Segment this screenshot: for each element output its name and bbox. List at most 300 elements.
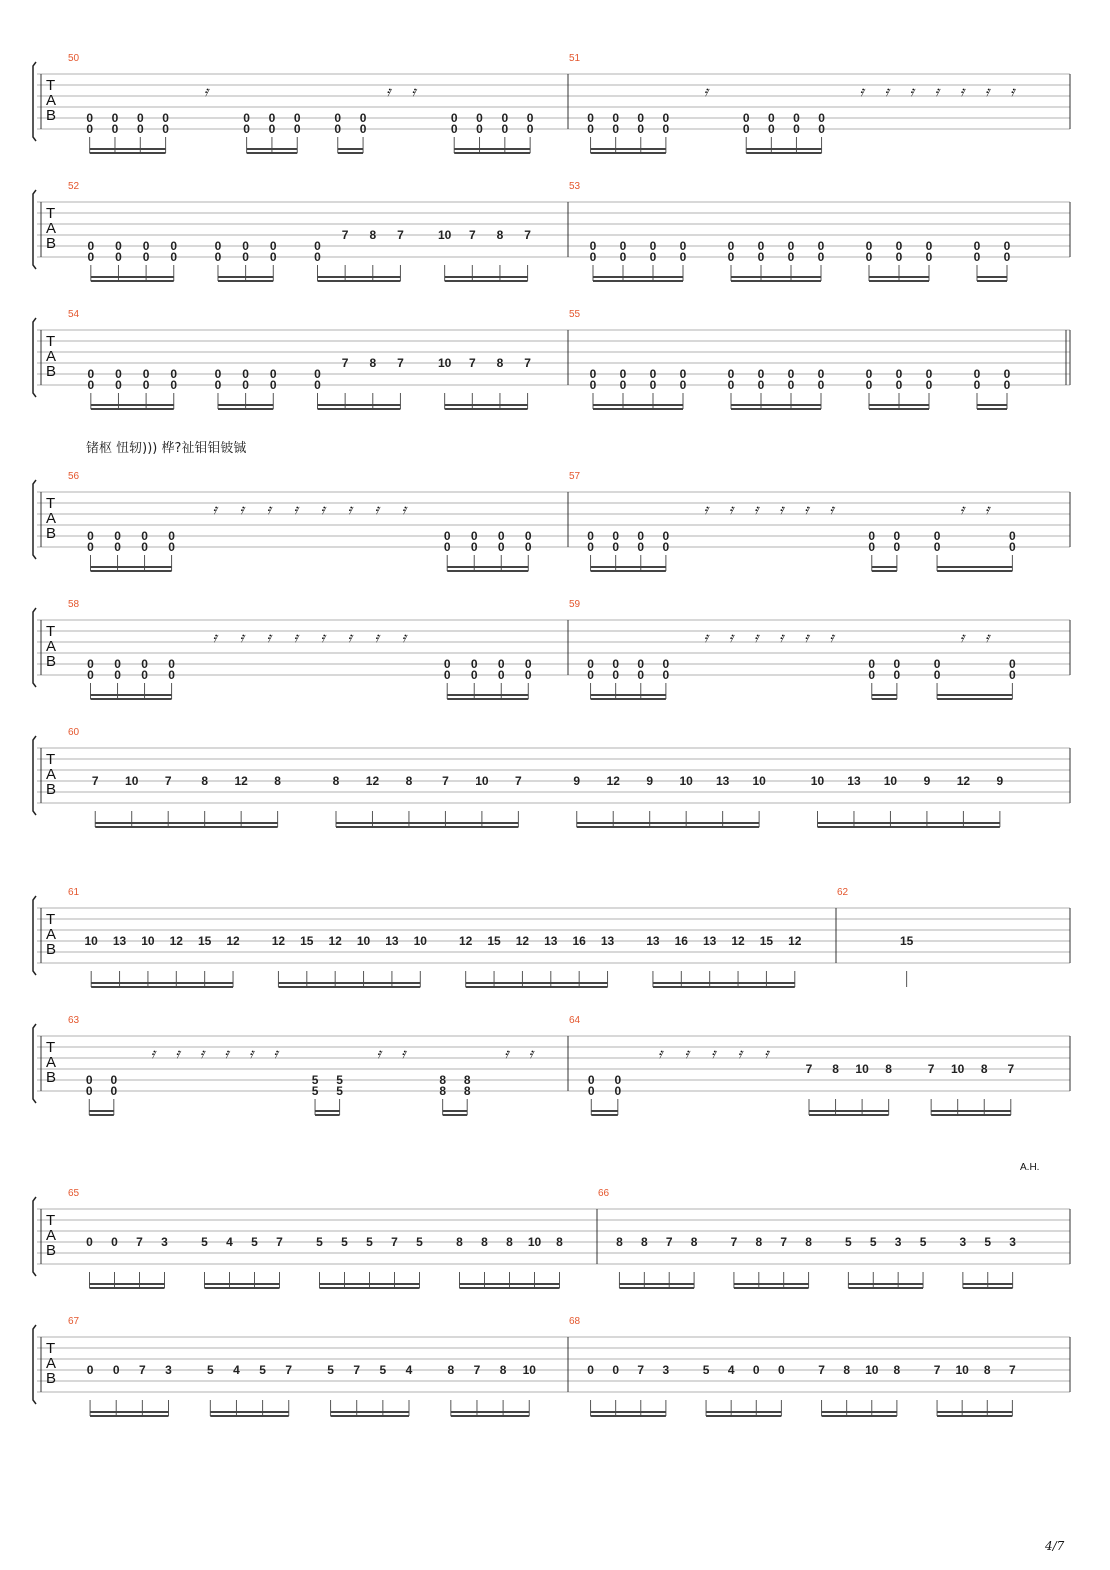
fret-number: 0	[141, 529, 148, 543]
fret-number: 0	[168, 529, 175, 543]
fret-number: 0	[587, 1363, 594, 1377]
fret-number: 0	[752, 1363, 760, 1377]
fret-number: 8	[274, 774, 281, 788]
tab-clef-letter: B	[46, 1242, 57, 1259]
sixteenth-rest: 𝄿	[386, 84, 391, 100]
sixteenth-rest: 𝄿	[374, 630, 380, 646]
sixteenth-rest: 𝄿	[293, 502, 299, 518]
sixteenth-rest: 𝄿	[411, 84, 416, 100]
fret-number: 10	[125, 774, 139, 788]
fret-number: 0	[619, 250, 627, 264]
fret-number: 0	[679, 367, 687, 381]
fret-number: 0	[895, 250, 903, 264]
fret-number: 0	[589, 378, 597, 392]
fret-number: 0	[865, 239, 873, 253]
fret-number: 7	[524, 356, 531, 370]
fret-number: 8	[201, 774, 209, 788]
fret-number: 15	[759, 934, 774, 948]
fret-number: 0	[214, 378, 222, 392]
tab-system	[33, 1316, 1070, 1416]
fret-number: 0	[111, 111, 119, 125]
fret-number: 0	[141, 540, 148, 554]
system-bracket	[33, 1197, 36, 1276]
tab-clef-letter: T	[46, 77, 56, 94]
fret-number: 7	[139, 1363, 146, 1377]
fret-number: 0	[587, 657, 594, 671]
fret-number: 10	[810, 774, 825, 788]
fret-number: 12	[956, 774, 971, 788]
sixteenth-rest: 𝄿	[320, 630, 326, 646]
measure-number: 65	[68, 1188, 80, 1199]
sixteenth-rest: 𝄿	[960, 502, 965, 518]
fret-number: 0	[973, 367, 981, 381]
fret-number: 0	[359, 122, 367, 136]
fret-number: 0	[895, 239, 903, 253]
fret-number: 13	[847, 774, 861, 788]
fret-number: 0	[787, 378, 795, 392]
sixteenth-rest: 𝄿	[859, 84, 864, 100]
fret-number: 5	[259, 1363, 266, 1377]
fret-number: 5	[845, 1235, 852, 1249]
fret-number: 0	[612, 122, 620, 136]
fret-number: 10	[883, 774, 898, 788]
measure-number: 52	[68, 181, 80, 192]
fret-number: 0	[85, 1073, 93, 1087]
fret-number: 0	[587, 1084, 595, 1098]
fret-number: 0	[86, 111, 94, 125]
fret-number: 8	[499, 1363, 507, 1377]
tab-system	[33, 727, 1070, 827]
fret-number: 0	[476, 111, 483, 125]
system-bracket	[33, 608, 36, 687]
fret-number: 0	[649, 378, 657, 392]
fret-number: 0	[501, 111, 509, 125]
measure-number: 60	[68, 727, 80, 738]
fret-number: 8	[893, 1363, 901, 1377]
fret-number: 12	[271, 934, 286, 948]
fret-number: 5	[311, 1073, 319, 1087]
fret-number: 0	[111, 1235, 118, 1249]
sixteenth-rest: 𝄿	[779, 630, 784, 646]
fret-number: 0	[1009, 540, 1016, 554]
fret-number: 8	[640, 1235, 648, 1249]
fret-number: 0	[85, 1084, 93, 1098]
fret-number: 7	[473, 1363, 481, 1377]
measure-number: 66	[598, 1188, 610, 1199]
tab-system	[33, 309, 1070, 409]
fret-number: 12	[365, 774, 380, 788]
fret-number: 0	[649, 250, 657, 264]
fret-number: 0	[1003, 250, 1011, 264]
fret-number: 0	[293, 122, 301, 136]
fret-number: 0	[925, 250, 933, 264]
fret-number: 0	[214, 239, 222, 253]
fret-number: 13	[702, 934, 717, 948]
fret-number: 0	[1003, 378, 1011, 392]
fret-number: 0	[933, 668, 941, 682]
fret-number: 12	[234, 774, 248, 788]
fret-number: 0	[114, 657, 121, 671]
fret-number: 0	[214, 367, 222, 381]
fret-number: 8	[843, 1363, 851, 1377]
fret-number: 0	[470, 657, 478, 671]
fret-number: 8	[439, 1073, 447, 1087]
fret-number: 8	[755, 1235, 763, 1249]
sixteenth-rest: 𝄿	[960, 630, 965, 646]
fret-number: 7	[276, 1235, 283, 1249]
fret-number: 0	[587, 668, 594, 682]
fret-number: 0	[619, 367, 627, 381]
sixteenth-rest: 𝄿	[273, 1046, 278, 1062]
fret-number: 15	[197, 934, 212, 948]
fret-number: 0	[637, 111, 645, 125]
fret-number: 0	[818, 122, 825, 136]
fret-number: 0	[112, 1363, 120, 1377]
fret-number: 0	[87, 378, 95, 392]
fret-number: 0	[443, 668, 451, 682]
system-bracket	[33, 318, 36, 397]
fret-number: 0	[359, 111, 367, 125]
fret-number: 0	[170, 250, 178, 264]
fret-number: 13	[385, 934, 399, 948]
fret-number: 0	[587, 1073, 595, 1087]
sixteenth-rest: 𝄿	[401, 1046, 406, 1062]
fret-number: 3	[662, 1363, 670, 1377]
fret-number: 0	[893, 529, 901, 543]
fret-number: 0	[787, 239, 795, 253]
fret-number: 0	[243, 122, 250, 136]
fret-number: 13	[544, 934, 558, 948]
fret-number: 0	[925, 239, 933, 253]
tab-clef-letter: B	[46, 941, 57, 958]
fret-number: 16	[572, 934, 586, 948]
fret-number: 0	[727, 239, 735, 253]
fret-number: 8	[439, 1084, 447, 1098]
fret-number: 0	[662, 529, 670, 543]
fret-number: 0	[612, 1363, 620, 1377]
fret-number: 0	[637, 540, 645, 554]
measure-number: 67	[68, 1316, 80, 1327]
fret-number: 0	[757, 367, 765, 381]
sixteenth-rest: 𝄿	[737, 1046, 743, 1062]
page-number: 4/7	[1045, 1539, 1065, 1553]
fret-number: 0	[1009, 657, 1016, 671]
fret-number: 0	[470, 540, 478, 554]
fret-number: 7	[730, 1235, 738, 1249]
fret-number: 0	[679, 239, 687, 253]
fret-number: 0	[727, 250, 735, 264]
fret-number: 0	[242, 250, 249, 264]
fret-number: 0	[868, 668, 876, 682]
artificial-harmonic-label: A.H.	[1020, 1162, 1040, 1173]
fret-number: 0	[497, 657, 505, 671]
fret-number: 0	[524, 540, 532, 554]
fret-number: 0	[87, 367, 95, 381]
fret-number: 0	[524, 657, 532, 671]
fret-number: 0	[637, 122, 645, 136]
tab-system	[33, 599, 1070, 699]
sixteenth-rest: 𝄿	[985, 630, 990, 646]
fret-number: 0	[87, 668, 94, 682]
fret-number: 0	[168, 657, 175, 671]
fret-number: 5	[869, 1235, 877, 1249]
measure-number: 51	[569, 53, 581, 64]
sixteenth-rest: 𝄿	[239, 502, 244, 518]
tab-system	[33, 53, 1070, 153]
sixteenth-rest: 𝄿	[804, 630, 809, 646]
fret-number: 8	[690, 1235, 698, 1249]
fret-number: 7	[665, 1235, 673, 1249]
fret-number: 4	[405, 1363, 413, 1377]
fret-number: 0	[817, 250, 825, 264]
sixteenth-rest: 𝄿	[779, 502, 784, 518]
fret-number: 0	[450, 111, 458, 125]
fret-number: 0	[86, 1235, 93, 1249]
measure-number: 58	[68, 599, 80, 610]
fret-number: 8	[496, 228, 504, 242]
sixteenth-rest: 𝄿	[1010, 84, 1015, 100]
tab-clef-letter: A	[46, 1054, 57, 1071]
tab-clef-letter: B	[46, 525, 57, 542]
tab-clef-letter: B	[46, 653, 57, 670]
fret-number: 0	[111, 122, 119, 136]
fret-number: 0	[242, 239, 249, 253]
fret-number: 8	[832, 1062, 839, 1076]
fret-number: 9	[573, 774, 581, 788]
fret-number: 10	[356, 934, 371, 948]
fret-number: 0	[314, 250, 321, 264]
fret-number: 0	[587, 529, 594, 543]
fret-number: 0	[893, 540, 901, 554]
fret-number: 15	[899, 934, 914, 948]
fret-number: 7	[515, 774, 522, 788]
fret-number: 0	[115, 239, 122, 253]
tab-system	[33, 181, 1070, 281]
tab-systems	[33, 53, 1070, 1416]
measure-number: 50	[68, 53, 80, 64]
fret-number: 7	[442, 774, 449, 788]
fret-number: 10	[951, 1062, 965, 1076]
tab-clef-letter: B	[46, 781, 57, 798]
fret-number: 0	[589, 367, 597, 381]
fret-number: 0	[162, 122, 169, 136]
fret-number: 0	[142, 367, 150, 381]
sixteenth-rest: 𝄿	[934, 84, 940, 100]
fret-number: 8	[456, 1235, 463, 1249]
sixteenth-rest: 𝄿	[150, 1046, 156, 1062]
fret-number: 0	[269, 367, 277, 381]
fret-number: 0	[443, 657, 451, 671]
sixteenth-rest: 𝄿	[658, 1046, 663, 1062]
sixteenth-rest: 𝄿	[266, 502, 272, 518]
fret-number: 10	[413, 934, 427, 948]
fret-number: 0	[243, 111, 250, 125]
measure-number: 63	[68, 1015, 80, 1026]
fret-number: 0	[87, 529, 94, 543]
fret-number: 7	[341, 356, 349, 370]
fret-number: 0	[818, 111, 825, 125]
fret-number: 0	[168, 540, 175, 554]
fret-number: 0	[893, 657, 901, 671]
sixteenth-rest: 𝄿	[200, 1046, 205, 1062]
fret-number: 0	[443, 540, 451, 554]
system-bracket	[33, 1325, 36, 1404]
tab-clef-letter: T	[46, 1039, 56, 1056]
fret-number: 15	[300, 934, 314, 948]
fret-number: 0	[136, 122, 144, 136]
fret-number: 5	[336, 1084, 343, 1098]
sixteenth-rest: 𝄿	[703, 84, 709, 100]
fret-number: 0	[637, 529, 645, 543]
fret-number: 0	[757, 250, 765, 264]
fret-number: 12	[169, 934, 183, 948]
fret-number: 0	[141, 668, 148, 682]
fret-number: 7	[285, 1363, 293, 1377]
tab-system	[33, 471, 1070, 571]
fret-number: 0	[933, 540, 941, 554]
fret-number: 0	[767, 122, 775, 136]
fret-number: 0	[170, 367, 178, 381]
fret-number: 5	[311, 1084, 319, 1098]
sixteenth-rest: 𝄿	[401, 502, 407, 518]
fret-number: 10	[437, 356, 452, 370]
fret-number: 0	[619, 239, 627, 253]
fret-number: 0	[925, 378, 933, 392]
sixteenth-rest: 𝄿	[266, 630, 272, 646]
fret-number: 0	[497, 540, 505, 554]
fret-number: 0	[614, 1073, 622, 1087]
fret-number: 3	[959, 1235, 967, 1249]
fret-number: 0	[115, 378, 122, 392]
fret-number: 12	[606, 774, 620, 788]
fret-number: 5	[201, 1235, 208, 1249]
fret-number: 7	[391, 1235, 398, 1249]
fret-number: 0	[649, 367, 657, 381]
fret-number: 0	[443, 529, 451, 543]
fret-number: 0	[470, 668, 478, 682]
fret-number: 4	[233, 1363, 240, 1377]
fret-number: 5	[206, 1363, 214, 1377]
fret-number: 0	[334, 122, 342, 136]
system-bracket	[33, 62, 36, 141]
fret-number: 0	[662, 668, 670, 682]
fret-number: 5	[327, 1363, 334, 1377]
fret-number: 4	[727, 1363, 735, 1377]
tab-clef-letter: A	[46, 1355, 57, 1372]
fret-number: 8	[447, 1363, 455, 1377]
fret-number: 0	[778, 1363, 785, 1377]
fret-number: 5	[416, 1235, 423, 1249]
fret-number: 0	[679, 378, 687, 392]
fret-number: 0	[868, 529, 876, 543]
fret-number: 10	[141, 934, 155, 948]
fret-number: 0	[589, 250, 597, 264]
fret-number: 0	[865, 367, 873, 381]
sixteenth-rest: 𝄿	[374, 502, 380, 518]
sixteenth-rest: 𝄿	[239, 630, 244, 646]
fret-number: 8	[616, 1235, 623, 1249]
fret-number: 0	[612, 540, 620, 554]
fret-number: 8	[481, 1235, 488, 1249]
fret-number: 8	[885, 1062, 892, 1076]
sixteenth-rest: 𝄿	[212, 630, 217, 646]
fret-number: 7	[927, 1062, 935, 1076]
sixteenth-rest: 𝄿	[249, 1046, 254, 1062]
fret-number: 0	[450, 122, 458, 136]
fret-number: 0	[649, 239, 657, 253]
fret-number: 4	[226, 1235, 233, 1249]
fret-number: 0	[1003, 367, 1011, 381]
sixteenth-rest: 𝄿	[754, 502, 759, 518]
fret-number: 0	[727, 367, 735, 381]
fret-number: 12	[459, 934, 473, 948]
sixteenth-rest: 𝄿	[401, 630, 407, 646]
tab-clef-letter: A	[46, 926, 57, 943]
fret-number: 10	[475, 774, 489, 788]
fret-number: 5	[702, 1363, 710, 1377]
fret-number: 5	[379, 1363, 387, 1377]
fret-number: 0	[114, 529, 121, 543]
fret-number: 0	[893, 668, 901, 682]
sixteenth-rest: 𝄿	[703, 502, 709, 518]
fret-number: 5	[336, 1073, 343, 1087]
fret-number: 12	[788, 934, 802, 948]
measure-number: 54	[68, 309, 80, 320]
fret-number: 0	[973, 239, 981, 253]
fret-number: 8	[463, 1084, 471, 1098]
fret-number: 0	[817, 239, 825, 253]
fret-number: 0	[524, 668, 532, 682]
fret-number: 0	[612, 529, 620, 543]
fret-number: 15	[487, 934, 501, 948]
fret-number: 0	[526, 111, 534, 125]
sixteenth-rest: 𝄿	[347, 630, 353, 646]
fret-number: 7	[818, 1363, 825, 1377]
tab-clef-letter: B	[46, 235, 57, 252]
fret-number: 8	[369, 356, 377, 370]
fret-number: 0	[895, 378, 903, 392]
fret-number: 0	[168, 668, 175, 682]
fret-number: 0	[87, 239, 95, 253]
fret-number: 0	[170, 239, 178, 253]
fret-number: 0	[142, 378, 150, 392]
fret-number: 0	[269, 250, 277, 264]
fret-number: 12	[328, 934, 342, 948]
tab-clef-letter: T	[46, 495, 56, 512]
fret-number: 0	[314, 367, 321, 381]
section-annotation-text: 锗枢 忸轫))) 桦?祉钼钼铍铖	[86, 441, 247, 456]
fret-number: 0	[114, 668, 121, 682]
measure-number: 57	[569, 471, 581, 482]
tab-clef-letter: T	[46, 333, 56, 350]
fret-number: 0	[115, 250, 122, 264]
fret-number: 0	[933, 529, 941, 543]
fret-number: 0	[242, 367, 249, 381]
fret-number: 0	[293, 111, 301, 125]
sixteenth-rest: 𝄿	[376, 1046, 382, 1062]
fret-number: 0	[110, 1084, 118, 1098]
measure-number: 64	[569, 1015, 581, 1026]
fret-number: 0	[162, 111, 169, 125]
fret-number: 0	[787, 250, 795, 264]
sixteenth-rest: 𝄿	[293, 630, 299, 646]
tab-clef-letter: B	[46, 1069, 57, 1086]
fret-number: 0	[925, 367, 933, 381]
fret-number: 0	[973, 250, 981, 264]
fret-number: 0	[526, 122, 534, 136]
fret-number: 8	[556, 1235, 563, 1249]
fret-number: 16	[674, 934, 688, 948]
